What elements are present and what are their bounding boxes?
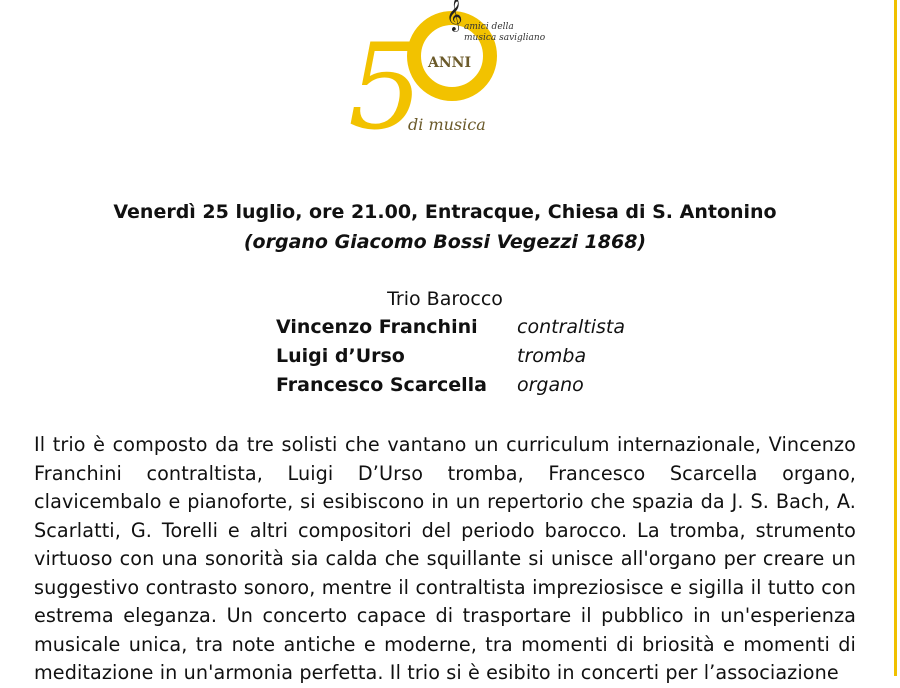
logo-org-line2: musica savigliano	[464, 33, 546, 43]
anniversary-logo	[340, 0, 570, 150]
performer-name: Francesco Scarcella	[276, 374, 488, 396]
concert-description: Il trio è composto da tre solisti che vantano un curriculum internazionale, Vincenzo Franchini contraltista, Luigi D’Urso tromba, Francesco Scarcella organo, clavicembalo e pianoforte, si esibiscono in un repertorio che spazia da J. S. Bach, A. Scarlatti, G. Torelli e altri compositori del periodo barocco. La tromba, strumento virtuoso con una sonorità sia calda che squillante si unisce all'organo per creare un suggestivo contrasto sonoro, mentre il contraltista impreziosisce e sigilla il tutto con estrema eleganza. Un concerto capace di trasportare il pubblico in un'esperienza musicale unica, tra note antiche e moderne, tra momenti di briosità e momenti di meditazione in un'armonia perfetta. Il trio si è esibito in concerti per l’associazione	[34, 433, 856, 684]
event-datetime-venue: Venerdì 25 luglio, ore 21.00, Entracque, Chiesa di S. Antonino	[113, 201, 777, 223]
performer-name: Vincenzo Franchini	[276, 316, 478, 338]
performer-row	[276, 345, 586, 371]
logo-tagline: di musica	[408, 115, 486, 134]
performer-role: tromba	[517, 345, 587, 367]
ensemble-name: Trio Barocco	[387, 288, 503, 310]
performer-name: Luigi d’Urso	[276, 345, 405, 367]
logo-org-line1: amici della	[464, 22, 514, 32]
logo-five: 5	[348, 18, 424, 150]
event-organ-note: (organo Giacomo Bossi Vegezzi 1868)	[243, 231, 647, 253]
performer-role: organo	[517, 374, 584, 396]
performer-row	[276, 374, 584, 400]
performer-role: contraltista	[517, 316, 626, 338]
performer-row	[276, 316, 625, 342]
page-edge-rule	[894, 0, 897, 676]
treble-clef-icon: 𝄞	[446, 0, 463, 31]
logo-anni: ANNI	[428, 55, 472, 71]
